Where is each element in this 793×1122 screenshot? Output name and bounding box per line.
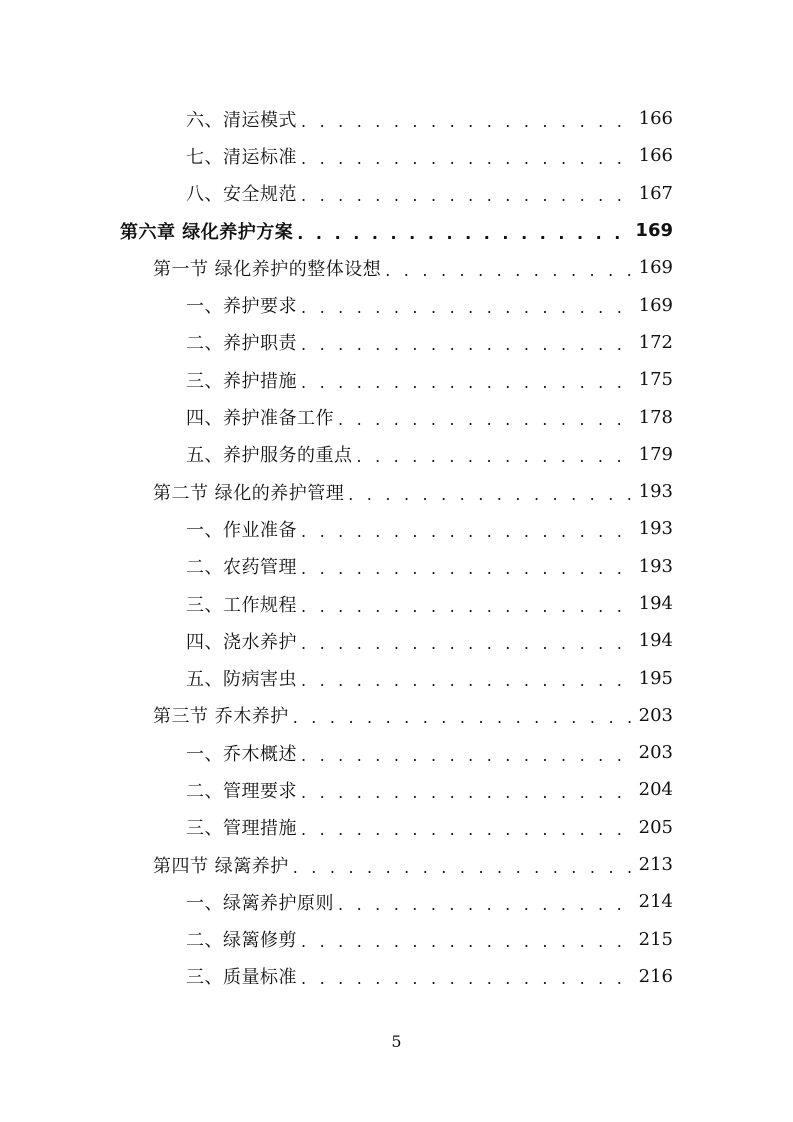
toc-entry-item[interactable] bbox=[0, 175, 793, 212]
toc-entry-title: 七、清运标准 bbox=[186, 143, 301, 169]
toc-dot-leader bbox=[338, 897, 633, 913]
toc-entry-page: 193 bbox=[638, 481, 673, 503]
toc-dot-leader bbox=[301, 822, 633, 838]
toc-entry-page: 166 bbox=[638, 108, 673, 130]
toc-dot-leader bbox=[301, 748, 633, 764]
toc-dot-leader bbox=[293, 710, 633, 726]
toc-entry-title: 五、养护服务的重点 bbox=[186, 441, 357, 467]
toc-entry-item[interactable] bbox=[0, 809, 793, 846]
toc-entry-page: 178 bbox=[638, 406, 673, 428]
toc-entry-item[interactable] bbox=[0, 100, 793, 137]
toc-entry-title: 一、作业准备 bbox=[186, 516, 301, 542]
toc-entry-title: 四、浇水养护 bbox=[186, 628, 301, 654]
toc-entry-page: 175 bbox=[638, 369, 673, 391]
toc-dot-leader bbox=[297, 226, 629, 242]
toc-entry-item[interactable] bbox=[0, 361, 793, 398]
toc-entry-title: 四、养护准备工作 bbox=[186, 404, 338, 430]
toc-entry-chapter[interactable] bbox=[0, 212, 793, 249]
toc-dot-leader bbox=[301, 673, 633, 689]
toc-entry-item[interactable] bbox=[0, 510, 793, 547]
toc-dot-leader bbox=[301, 971, 633, 987]
toc-entry-page: 166 bbox=[638, 145, 673, 167]
toc-entry-page: 193 bbox=[638, 518, 673, 540]
toc-entry-item[interactable] bbox=[0, 436, 793, 473]
toc-entry-title: 第二节 绿化的养护管理 bbox=[153, 479, 348, 505]
page-number: 5 bbox=[391, 1032, 402, 1051]
toc-dot-leader bbox=[301, 561, 633, 577]
toc-entry-page: 213 bbox=[638, 854, 673, 876]
toc-entry-item[interactable] bbox=[0, 398, 793, 435]
toc-entry-title: 第一节 绿化养护的整体设想 bbox=[153, 255, 385, 281]
toc-dot-leader bbox=[301, 524, 633, 540]
toc-dot-leader bbox=[301, 188, 633, 204]
toc-entry-page: 203 bbox=[638, 742, 673, 764]
toc-entry-item[interactable] bbox=[0, 734, 793, 771]
toc-entry-page: 205 bbox=[638, 816, 673, 838]
toc-entry-title: 三、管理措施 bbox=[186, 814, 301, 840]
toc-dot-leader bbox=[338, 412, 633, 428]
toc-entry-item[interactable] bbox=[0, 659, 793, 696]
toc-entry-page: 216 bbox=[638, 965, 673, 987]
table-of-contents bbox=[0, 100, 793, 995]
toc-dot-leader bbox=[293, 860, 633, 876]
toc-entry-page: 194 bbox=[638, 630, 673, 652]
toc-entry-page: 169 bbox=[635, 220, 673, 242]
toc-dot-leader bbox=[301, 114, 633, 130]
toc-entry-page: 169 bbox=[638, 294, 673, 316]
toc-entry-title: 二、养护职责 bbox=[186, 329, 301, 355]
toc-entry-item[interactable] bbox=[0, 324, 793, 361]
toc-entry-title: 第三节 乔木养护 bbox=[153, 702, 293, 728]
toc-dot-leader bbox=[357, 449, 633, 465]
toc-entry-title: 二、管理要求 bbox=[186, 777, 301, 803]
toc-entry-page: 172 bbox=[638, 331, 673, 353]
toc-entry-title: 一、绿篱养护原则 bbox=[186, 889, 338, 915]
toc-dot-leader bbox=[301, 785, 633, 801]
toc-entry-page: 214 bbox=[638, 891, 673, 913]
toc-dot-leader bbox=[301, 934, 633, 950]
toc-entry-section[interactable] bbox=[0, 249, 793, 286]
toc-entry-page: 195 bbox=[638, 667, 673, 689]
toc-entry-title: 八、安全规范 bbox=[186, 180, 301, 206]
toc-entry-item[interactable] bbox=[0, 137, 793, 174]
toc-dot-leader bbox=[301, 300, 633, 316]
toc-entry-page: 193 bbox=[638, 555, 673, 577]
toc-entry-title: 第六章 绿化养护方案 bbox=[120, 218, 297, 244]
toc-entry-page: 203 bbox=[638, 704, 673, 726]
toc-entry-title: 三、养护措施 bbox=[186, 367, 301, 393]
toc-entry-item[interactable] bbox=[0, 883, 793, 920]
toc-dot-leader bbox=[301, 636, 633, 652]
toc-entry-title: 第四节 绿篱养护 bbox=[153, 852, 293, 878]
toc-entry-title: 三、工作规程 bbox=[186, 591, 301, 617]
toc-entry-section[interactable] bbox=[0, 697, 793, 734]
toc-entry-page: 204 bbox=[638, 779, 673, 801]
toc-entry-section[interactable] bbox=[0, 846, 793, 883]
toc-dot-leader bbox=[348, 487, 632, 503]
toc-entry-item[interactable] bbox=[0, 958, 793, 995]
toc-entry-page: 169 bbox=[638, 257, 673, 279]
toc-entry-item[interactable] bbox=[0, 771, 793, 808]
toc-dot-leader bbox=[301, 151, 633, 167]
toc-entry-title: 六、清运模式 bbox=[186, 106, 301, 132]
toc-entry-title: 一、养护要求 bbox=[186, 292, 301, 318]
toc-entry-title: 三、质量标准 bbox=[186, 963, 301, 989]
toc-entry-item[interactable] bbox=[0, 548, 793, 585]
toc-entry-page: 179 bbox=[638, 443, 673, 465]
toc-entry-page: 215 bbox=[638, 928, 673, 950]
toc-entry-title: 二、农药管理 bbox=[186, 553, 301, 579]
toc-entry-item[interactable] bbox=[0, 585, 793, 622]
toc-entry-item[interactable] bbox=[0, 622, 793, 659]
toc-entry-section[interactable] bbox=[0, 473, 793, 510]
toc-entry-title: 二、绿篱修剪 bbox=[186, 926, 301, 952]
toc-entry-item[interactable] bbox=[0, 286, 793, 323]
toc-entry-title: 五、防病害虫 bbox=[186, 665, 301, 691]
toc-entry-item[interactable] bbox=[0, 921, 793, 958]
toc-dot-leader bbox=[301, 599, 633, 615]
toc-entry-page: 167 bbox=[638, 182, 673, 204]
toc-entry-title: 一、乔木概述 bbox=[186, 740, 301, 766]
toc-dot-leader bbox=[301, 375, 633, 391]
toc-dot-leader bbox=[385, 263, 632, 279]
toc-entry-page: 194 bbox=[638, 593, 673, 614]
toc-dot-leader bbox=[301, 337, 633, 353]
